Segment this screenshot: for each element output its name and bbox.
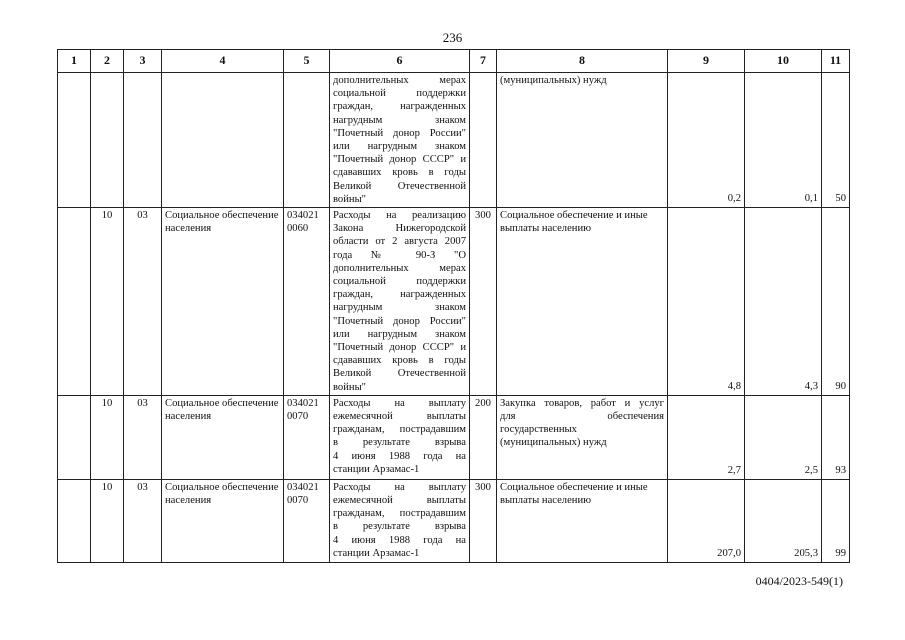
expense-line: (муниципальных) нужд <box>500 437 607 449</box>
cell-target-code: 034021 0060 <box>284 208 330 396</box>
header-cell: 7 <box>470 50 497 73</box>
cell-percent: 93 <box>822 395 850 479</box>
cell-percent: 90 <box>822 208 850 396</box>
header-cell: 9 <box>668 50 745 73</box>
cell-section: 10 <box>91 395 124 479</box>
cell-amount-actual: 0,1 <box>745 73 822 208</box>
cell-expense-type <box>470 73 497 208</box>
cell-amount-plan: 2,7 <box>668 395 745 479</box>
description-line: 4 июня 1988 года на <box>333 450 466 462</box>
expense-line: (муниципальных) нужд <box>500 75 607 86</box>
cell-amount-actual: 2,5 <box>745 395 822 479</box>
table-row <box>58 395 850 479</box>
description-line: войны" <box>333 381 367 393</box>
cell-section-name <box>162 73 284 208</box>
cell-expense-name <box>497 479 668 562</box>
cell-target-code: 034021 0070 <box>284 479 330 562</box>
header-cell: 5 <box>284 50 330 73</box>
description-line: войны" <box>333 193 367 205</box>
cell-amount-actual: 4,3 <box>745 208 822 396</box>
description-line: в результате взрыва <box>333 521 466 533</box>
cell-description <box>330 479 470 562</box>
description-line: Расходы на реализацию <box>333 210 466 222</box>
description-line: дополнительных мерах <box>333 75 466 86</box>
description-line: гражданам, пострадавшим <box>333 424 466 436</box>
table-row <box>58 73 850 208</box>
description-line: ежемесячной выплаты <box>333 411 466 423</box>
header-cell: 10 <box>745 50 822 73</box>
cell-amount-plan: 0,2 <box>668 73 745 208</box>
description-line: или нагрудным знаком <box>333 141 466 153</box>
cell-expense-name <box>497 208 668 396</box>
description-line: Великой Отечественной <box>333 180 466 192</box>
description-line: "Почетный донор России" <box>333 127 466 139</box>
page-number: 236 <box>442 30 463 45</box>
table-header-row <box>58 50 850 73</box>
cell-expense-name <box>497 395 668 479</box>
description-line: станции Арзамас-1 <box>333 547 420 559</box>
document-code: 0404/2023-549(1) <box>755 574 843 588</box>
description-line: социальной поддержки <box>333 88 466 100</box>
description-line: "Почетный донор России" <box>333 315 466 327</box>
budget-table <box>57 49 850 563</box>
cell-col1 <box>58 73 91 208</box>
cell-section-name: Социальное обеспечение населения <box>162 395 284 479</box>
cell-amount-plan: 4,8 <box>668 208 745 396</box>
header-cell: 11 <box>822 50 850 73</box>
cell-subsection <box>124 73 162 208</box>
expense-line: выплаты населению <box>500 495 592 507</box>
cell-subsection: 03 <box>124 395 162 479</box>
description-line: нагрудным знаком <box>333 302 466 314</box>
description-line: "Почетный донор СССР" и <box>333 154 466 166</box>
description-line: Расходы на выплату <box>333 481 466 493</box>
description-line: гражданам, пострадавшим <box>333 508 466 520</box>
cell-section-name: Социальное обеспечение населения <box>162 208 284 396</box>
cell-amount-plan: 207,0 <box>668 479 745 562</box>
cell-subsection: 03 <box>124 479 162 562</box>
cell-description <box>330 208 470 396</box>
expense-line: государственных <box>500 424 577 436</box>
table-row <box>58 479 850 562</box>
cell-target-code <box>284 73 330 208</box>
description-line: в результате взрыва <box>333 437 466 449</box>
description-line: сдававших кровь в годы <box>333 355 466 367</box>
cell-col1 <box>58 208 91 396</box>
cell-percent: 50 <box>822 73 850 208</box>
cell-section <box>91 73 124 208</box>
header-cell: 1 <box>58 50 91 73</box>
cell-subsection: 03 <box>124 208 162 396</box>
cell-section: 10 <box>91 479 124 562</box>
header-cell: 4 <box>162 50 284 73</box>
description-line: станции Арзамас-1 <box>333 463 420 475</box>
cell-expense-type: 300 <box>470 208 497 396</box>
description-line: граждан, награжденных <box>333 289 466 301</box>
cell-expense-type: 200 <box>470 395 497 479</box>
expense-line: Закупка товаров, работ и услуг <box>500 397 664 409</box>
description-line: сдававших кровь в годы <box>333 167 466 179</box>
expense-line: выплаты населению <box>500 223 592 235</box>
expense-line: Социальное обеспечение и иные <box>500 210 648 222</box>
header-cell: 3 <box>124 50 162 73</box>
table-row <box>58 208 850 396</box>
description-line: Великой Отечественной <box>333 368 466 380</box>
cell-amount-actual: 205,3 <box>745 479 822 562</box>
description-line: граждан, награжденных <box>333 101 466 113</box>
cell-col1 <box>58 479 91 562</box>
description-line: социальной поддержки <box>333 276 466 288</box>
description-line: ежемесячной выплаты <box>333 495 466 507</box>
description-line: Расходы на выплату <box>333 397 466 409</box>
header-cell: 8 <box>497 50 668 73</box>
expense-line: для обеспечения <box>500 411 664 423</box>
description-line: года № 90-З "О <box>333 249 466 261</box>
cell-section-name: Социальное обеспечение населения <box>162 479 284 562</box>
cell-percent: 99 <box>822 479 850 562</box>
cell-expense-name <box>497 73 668 208</box>
header-cell: 2 <box>91 50 124 73</box>
header-cell: 6 <box>330 50 470 73</box>
description-line: области от 2 августа 2007 <box>333 236 466 248</box>
description-line: дополнительных мерах <box>333 262 466 274</box>
cell-target-code: 034021 0070 <box>284 395 330 479</box>
cell-expense-type: 300 <box>470 479 497 562</box>
cell-description <box>330 73 470 208</box>
expense-line: Социальное обеспечение и иные <box>500 481 648 493</box>
description-line: нагрудным знаком <box>333 114 466 126</box>
description-line: Закона Нижегородской <box>333 223 466 235</box>
description-line: или нагрудным знаком <box>333 328 466 340</box>
cell-section: 10 <box>91 208 124 396</box>
description-line: "Почетный донор СССР" и <box>333 342 466 354</box>
description-line: 4 июня 1988 года на <box>333 534 466 546</box>
cell-col1 <box>58 395 91 479</box>
cell-description <box>330 395 470 479</box>
